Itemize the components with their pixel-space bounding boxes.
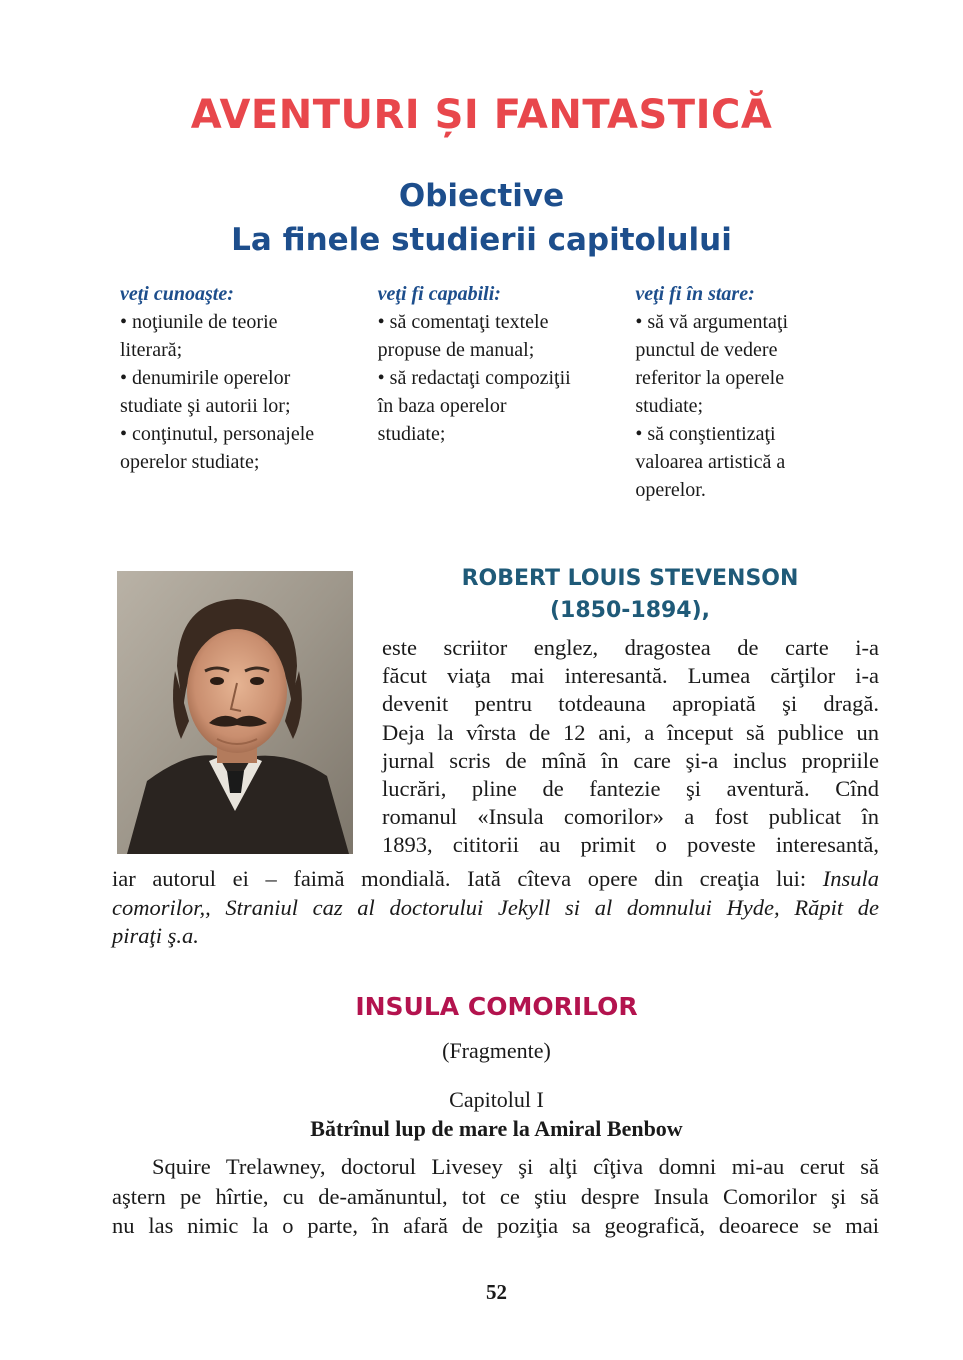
bio-line: 1893, cititorii au primit o poveste interesantă, [382, 832, 879, 858]
list-item: literară; [120, 339, 183, 361]
objectives-column-abilities [378, 280, 618, 504]
list-item: propuse de manual; [377, 339, 535, 361]
objectives-column-competences [635, 280, 865, 504]
work-list-start: Insula [822, 866, 879, 891]
text-line: Squire Trelawney, doctorul Livesey şi alţi cîţiva domni mi-au cerut să [152, 1154, 879, 1179]
objectives-heading [0, 174, 963, 262]
work-list-line: comorilor,, Straniul caz al doctorului Jekyll si al domnului Hyde, Răpit de [112, 894, 879, 920]
list-item: • să conştientizaţi [635, 423, 776, 445]
work-list-line: piraţi ş.a. [112, 923, 199, 949]
chapter-subtitle: Bătrînul lup de mare la Amiral Benbow [310, 1116, 683, 1141]
work-title: INSULA COMORILOR [355, 992, 638, 1021]
work-text [112, 1152, 879, 1241]
text-line: aştern pe hîrtie, cu de-amănuntul, tot ce ştiu despre Insula Comorilor şi să [112, 1183, 879, 1209]
objectives-column-knowledge [120, 280, 360, 504]
bio-line: lucrări, pline de fantezie şi aventură. Cînd [382, 775, 879, 801]
page-number: 52 [486, 1280, 507, 1304]
list-item: operelor studiate; [120, 451, 260, 473]
objectives-title: Obiective [398, 178, 565, 214]
list-item: punctul de vedere [635, 339, 778, 361]
column-head: veţi cunoaşte: [120, 283, 234, 305]
column-head: veţi fi în stare: [635, 283, 755, 305]
list-item: studiate; [635, 395, 704, 417]
list-item: • denumirile operelor [120, 367, 291, 389]
list-item: • să vă argumentaţi [635, 311, 789, 333]
list-item: • noţiunile de teorie [120, 311, 278, 333]
author-years: (1850-1894), [549, 598, 711, 623]
chapter-heading [0, 1085, 963, 1143]
list-item: studiate şi autorii lor; [120, 395, 291, 417]
bio-line [112, 865, 879, 894]
bio-line: făcut viaţa mai interesantă. Lumea cărţilor i-a [382, 663, 879, 689]
bio-line: romanul «Insula comorilor» a fost publicat în [382, 804, 879, 830]
author-heading [380, 563, 880, 627]
objectives-subtitle: La finele studierii capitolului [231, 222, 732, 258]
chapter-title: AVENTURI ȘI FANTASTICĂ [190, 92, 773, 138]
bio-text: iar autorul ei – faimă mondială. Iată cîteva opere din creaţia lui: [112, 866, 807, 891]
list-item: valoarea artistică a [635, 451, 786, 473]
author-bio [382, 634, 879, 860]
author-bio-continued [112, 865, 879, 951]
work-fragment-note: (Fragmente) [442, 1038, 551, 1063]
objectives-columns [120, 280, 865, 504]
list-item: • conţinutul, personajele [120, 423, 315, 445]
bio-line: devenit pentru totdeauna apropiată şi dragă. [382, 691, 879, 717]
bio-line: jurnal scris de mînă în care şi-a inclus propriile [382, 747, 879, 773]
bio-line: Deja la vîrsta de 12 ani, a început să publice un [382, 719, 879, 745]
chapter-number: Capitolul I [449, 1087, 544, 1112]
author-name: ROBERT LOUIS STEVENSON [461, 566, 799, 591]
list-item: studiate; [377, 423, 446, 445]
bio-line: este scriitor englez, dragostea de carte i-a [382, 635, 879, 660]
text-line: nu las nimic la o parte, în afară de poziţia sa geografică, deoarece se mai [112, 1213, 879, 1238]
list-item: referitor la operele [635, 367, 785, 389]
list-item: în baza operelor [377, 395, 507, 417]
list-item: operelor. [635, 479, 706, 501]
column-head: veţi fi capabili: [377, 283, 501, 305]
author-portrait [117, 571, 353, 854]
list-item: • să redactaţi compoziţii [377, 367, 571, 389]
list-item: • să comentaţi textele [377, 311, 549, 333]
